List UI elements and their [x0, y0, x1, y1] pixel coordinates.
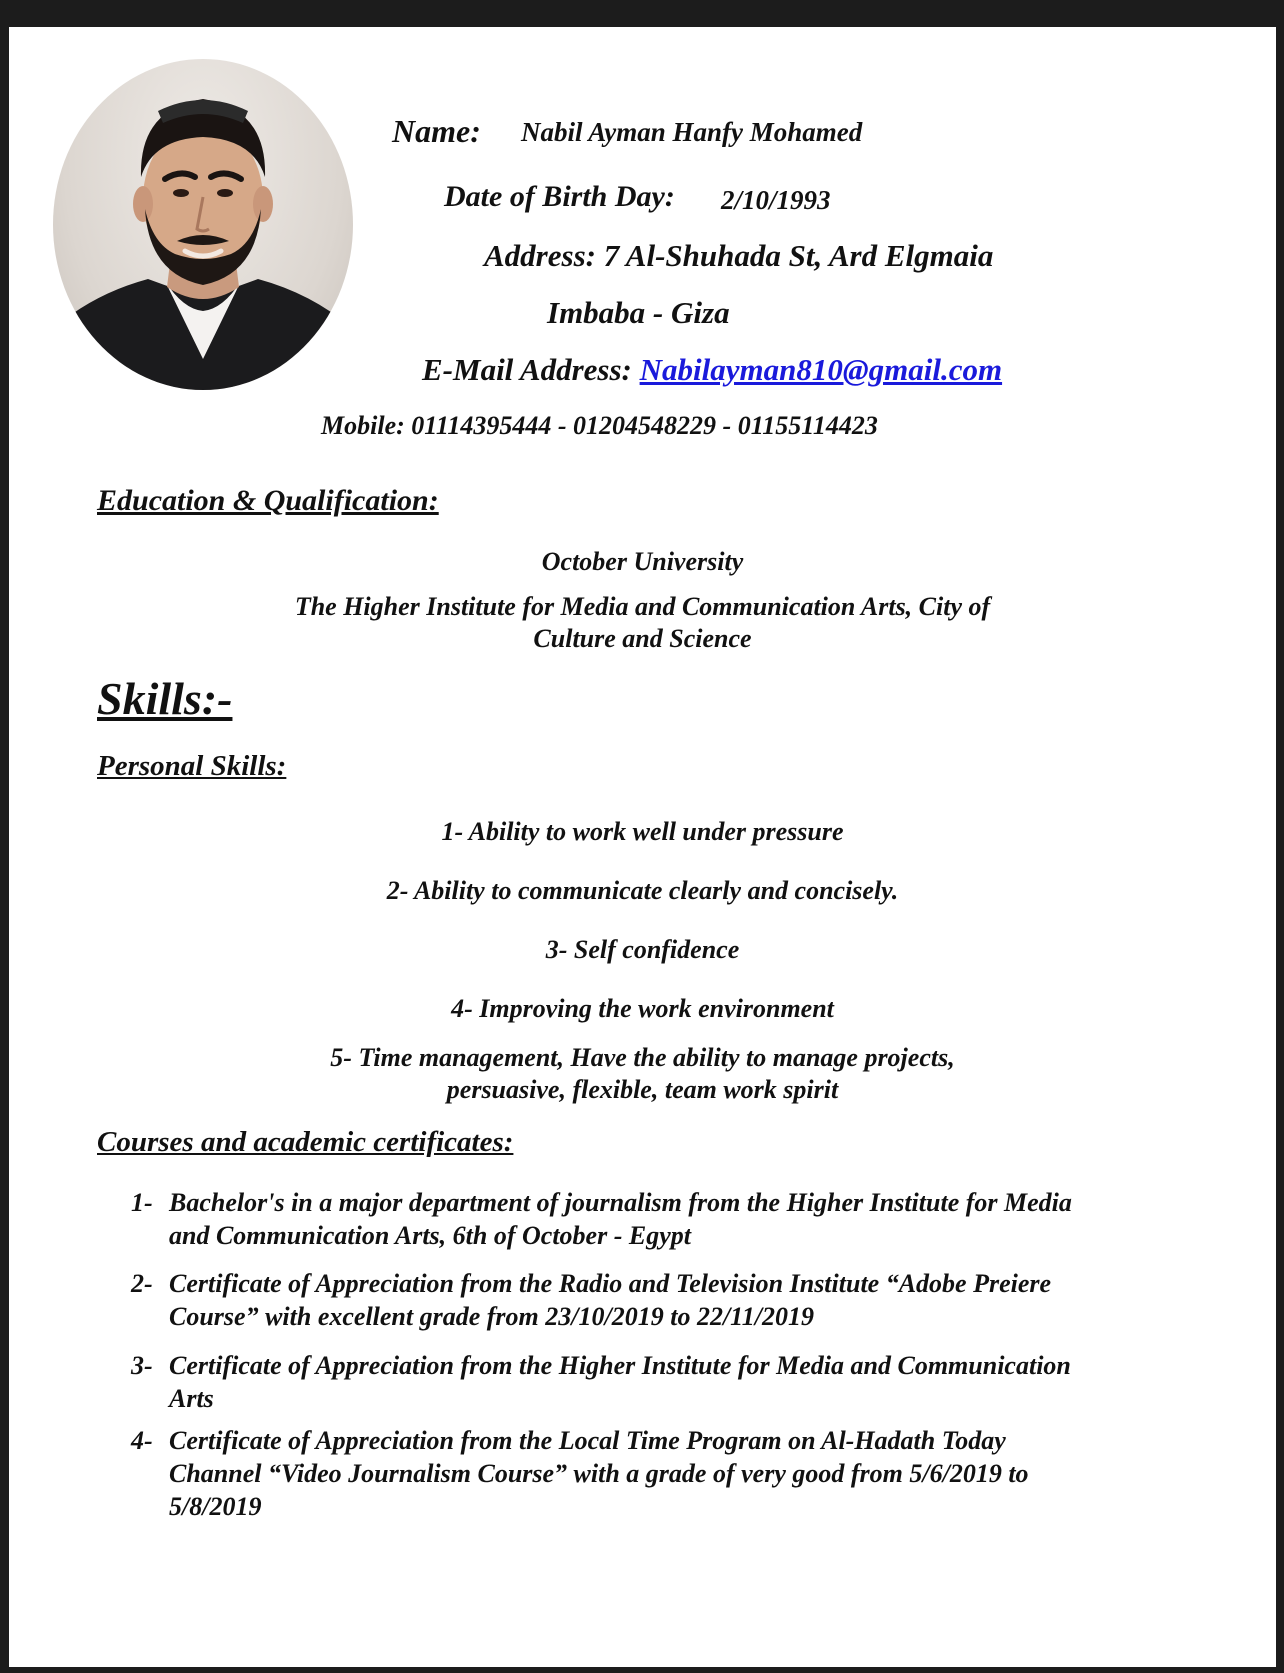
course-text-line: Certificate of Appreciation from the Radio and Television Institute “Adobe Preiere: [169, 1269, 1052, 1298]
personal-skills-heading: Personal Skills:: [97, 750, 287, 782]
name-label: Name:: [392, 113, 481, 149]
course-number: 3-: [131, 1351, 153, 1380]
course-text-line: Arts: [169, 1384, 214, 1413]
course-text-line: Channel “Video Journalism Course” with a grade of very good from 5/6/2019 to: [169, 1459, 1029, 1488]
education-institute-line2: Culture and Science: [533, 624, 752, 653]
skill-item-5-line1: 5- Time management, Have the ability to manage projects,: [330, 1043, 955, 1072]
course-number: 4-: [131, 1426, 153, 1455]
education-institute-line1: The Higher Institute for Media and Communication Arts, City of: [294, 592, 991, 621]
education-heading: Education & Qualification:: [97, 484, 439, 517]
address-line1: Address: 7 Al-Shuhada St, Ard Elgmaia: [484, 238, 994, 273]
course-text-line: Certificate of Appreciation from the Local Time Program on Al-Hadath Today: [169, 1426, 1006, 1455]
skill-item-2: 2- Ability to communicate clearly and concisely.: [386, 876, 899, 905]
email-row: [422, 352, 1002, 388]
skill-item-3: 3- Self confidence: [545, 935, 740, 964]
course-item-3: [131, 1349, 1201, 1415]
name-value: Nabil Ayman Hanfy Mohamed: [521, 117, 863, 147]
address-line2: Imbaba - Giza: [547, 295, 730, 330]
course-item-2: [131, 1267, 1201, 1333]
education-university: October University: [541, 547, 744, 576]
course-item-1: [131, 1186, 1201, 1252]
course-text-line: 5/8/2019: [169, 1492, 262, 1521]
courses-heading: Courses and academic certificates:: [97, 1126, 514, 1158]
course-text-line: Course” with excellent grade from 23/10/2019 to 22/11/2019: [169, 1302, 814, 1331]
skills-heading: Skills:-: [97, 673, 233, 724]
skill-item-5-line2: persuasive, flexible, team work spirit: [446, 1075, 839, 1104]
dob-label: Date of Birth Day:: [444, 180, 675, 213]
mobile-numbers: Mobile: 01114395444 - 01204548229 - 01155114423: [321, 411, 878, 440]
skill-item-4: 4- Improving the work environment: [451, 994, 834, 1023]
course-item-4: [131, 1424, 1201, 1523]
dob-value: 2/10/1993: [721, 185, 831, 215]
email-link[interactable]: Nabilayman810@gmail.com: [639, 352, 1003, 387]
course-text-line: and Communication Arts, 6th of October - Egypt: [169, 1221, 691, 1250]
cv-page: [9, 27, 1276, 1667]
course-text-line: Bachelor's in a major department of journalism from the Higher Institute for Media: [169, 1188, 1072, 1217]
skill-item-1: 1- Ability to work well under pressure: [441, 817, 844, 846]
email-label: E-Mail Address:: [422, 352, 632, 387]
profile-photo: [53, 59, 353, 390]
course-number: 1-: [131, 1188, 153, 1217]
course-text-line: Certificate of Appreciation from the Higher Institute for Media and Communication: [169, 1351, 1071, 1380]
course-number: 2-: [131, 1269, 153, 1298]
